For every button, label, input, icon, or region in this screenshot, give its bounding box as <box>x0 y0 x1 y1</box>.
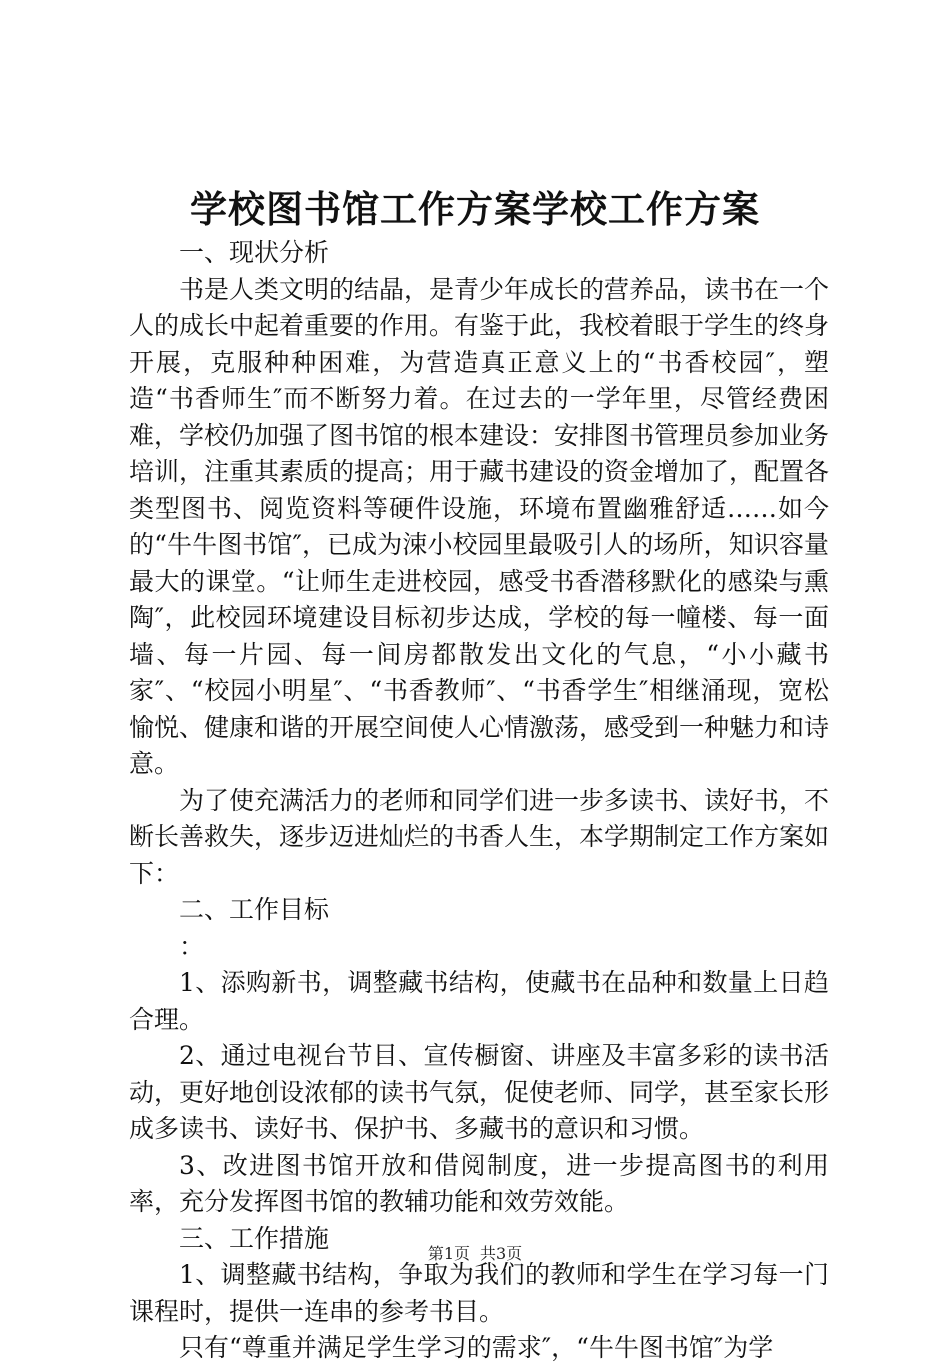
document-body <box>129 235 829 1367</box>
goal-item-2: 2、通过电视台节目、宣传橱窗、讲座及丰富多彩的读书活动，更好地创设浓郁的读书气氛，促使老师、同学，甚至家长形成多读书、读好书、保护书、多藏书的意识和习惯。 <box>129 1041 830 1143</box>
goal-item-1: 1、添购新书，调整藏书结构，使藏书在品种和数量上日趋合理。 <box>129 968 829 1034</box>
section-heading-measures: 三、工作措施 <box>179 1223 330 1253</box>
section-heading-status: 一、现状分析 <box>179 238 330 267</box>
page-footer <box>0 1242 950 1266</box>
goals-colon: ： <box>179 931 205 961</box>
paragraph-plan-intro: 为了使充满活力的老师和同学们进一步多读书、读好书，不断长善救失，逐步迈进灿烂的书香人生，本学期制定工作方案如下： <box>129 785 830 888</box>
page-number: 第1页 <box>427 1244 470 1263</box>
goal-item-3: 3、改进图书馆开放和借阅制度，进一步提高图书的利用率，充分发挥图书馆的教辅功能和效劳效能。 <box>129 1150 829 1216</box>
section-heading-goals: 二、工作目标 <box>179 895 330 924</box>
measure-item-1: 1、调整藏书结构，争取为我们的教师和学生在学习每一门课程时，提供一连串的参考书目。 <box>129 1260 829 1326</box>
measure-continuation: 只有“尊重并满足学生学习的需求″，“牛牛图书馆″为学 <box>179 1333 774 1362</box>
paragraph-status-analysis: 书是人类文明的结晶，是青少年成长的营养品，读书在一个人的成长中起着重要的作用。有鉴于此，我校着眼于学生的终身开展，克服种种困难，为营造真正意义上的“书香校园″，塑造“书香师生″而不断努力着。在过去的一学年里，尽管经费困难，学校仍加强了图书馆的根本建设：安排图书管理员参加业务培训，注重其素质的提高；用于藏书建设的资金增加了，配置各类型图书、阅览资料等硬件设施，环境布置幽雅舒适……如今的“牛牛图书馆″，已成为涑小校园里最吸引人的场所，知识容量最大的课堂。“让师生走进校园，感受书香潜移默化的感染与熏陶″，此校园环境建设目标初步达成，学校的每一幢楼、每一面墙、每一片园、每一间房都散发出文化的气息，“小小藏书家″、“校园小明星″、“书香教师″、“书香学生″相继涌现，宽松愉悦、健康和谐的开展空间使人心情激荡，感受到一种魅力和诗意。 <box>129 274 830 778</box>
document-title: 学校图书馆工作方案学校工作方案 <box>190 187 760 231</box>
page-total: 共3页 <box>480 1244 523 1263</box>
